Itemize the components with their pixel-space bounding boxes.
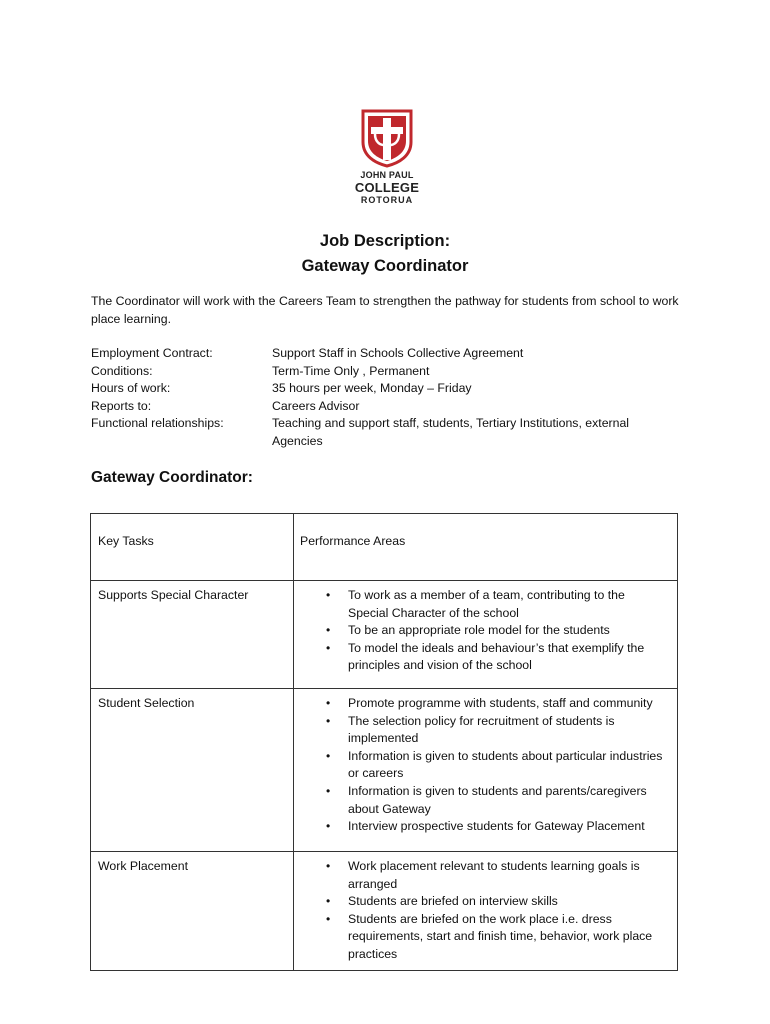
header-key-tasks: Key Tasks bbox=[91, 514, 294, 581]
performance-cell bbox=[294, 581, 678, 689]
detail-row bbox=[91, 345, 691, 363]
table-header-row bbox=[91, 514, 678, 581]
performance-list bbox=[300, 587, 671, 675]
table-row bbox=[91, 852, 678, 971]
detail-row bbox=[91, 363, 691, 381]
list-item: • To be an appropriate role model for the students bbox=[348, 622, 671, 640]
list-item: • Promote programme with students, staff and community bbox=[348, 695, 671, 713]
logo-line-1: JOHN PAUL bbox=[360, 170, 414, 180]
shield-cross-icon bbox=[360, 108, 414, 168]
detail-value: Term-Time Only , Permanent bbox=[272, 363, 430, 378]
list-item: • Students are briefed on interview skills bbox=[348, 893, 671, 911]
performance-list bbox=[300, 695, 671, 836]
detail-label: Functional relationships: bbox=[91, 416, 224, 431]
key-tasks-table bbox=[90, 513, 678, 971]
performance-cell bbox=[294, 852, 678, 971]
table-row bbox=[91, 581, 678, 689]
section-heading: Gateway Coordinator: bbox=[91, 469, 253, 486]
detail-value: Careers Advisor bbox=[272, 398, 360, 413]
detail-row bbox=[91, 398, 691, 416]
detail-label: Conditions: bbox=[91, 363, 153, 378]
task-cell: Work Placement bbox=[91, 852, 294, 971]
header-performance-areas bbox=[294, 514, 678, 581]
college-logo bbox=[349, 108, 425, 205]
performance-cell bbox=[294, 689, 678, 852]
list-item: • Work placement relevant to students learning goals is arranged bbox=[348, 858, 671, 893]
performance-list bbox=[300, 858, 671, 964]
job-details bbox=[91, 345, 691, 451]
table-row bbox=[91, 689, 678, 852]
list-item: • Students are briefed on the work place i.e. dress requirements, start and finish time, behavior, work place practices bbox=[348, 911, 671, 964]
page-subtitle: Gateway Coordinator bbox=[301, 257, 469, 275]
list-item: • Information is given to students about particular industries or careers bbox=[348, 748, 671, 783]
task-cell: Student Selection bbox=[91, 689, 294, 852]
detail-label: Employment Contract: bbox=[91, 346, 213, 360]
detail-value: Support Staff in Schools Collective Agreement bbox=[272, 346, 524, 360]
detail-value: Teaching and support staff, students, Tertiary Institutions, external Agencies bbox=[272, 416, 630, 448]
detail-row bbox=[91, 380, 691, 398]
list-item: • The selection policy for recruitment of students is implemented bbox=[348, 713, 671, 748]
list-item: • Information is given to students and parents/caregivers about Gateway bbox=[348, 783, 671, 818]
task-cell: Supports Special Character bbox=[91, 581, 294, 689]
detail-label: Reports to: bbox=[91, 398, 152, 413]
logo-line-2: COLLEGE bbox=[354, 180, 420, 195]
detail-label: Hours of work: bbox=[91, 381, 171, 396]
list-item: • Interview prospective students for Gateway Placement bbox=[348, 818, 671, 836]
logo-line-3: ROTORUA bbox=[360, 195, 414, 205]
header-performance-label: Performance Areas bbox=[300, 534, 406, 548]
list-item: • To work as a member of a team, contributing to the Special Character of the school bbox=[348, 587, 671, 622]
intro-paragraph: The Coordinator will work with the Careers Team to strengthen the pathway for students from school to work place learning. bbox=[91, 294, 679, 326]
list-item: • To model the ideals and behaviour’s that exemplify the principles and vision of the school bbox=[348, 640, 671, 675]
detail-value: 35 hours per week, Monday – Friday bbox=[272, 381, 472, 396]
detail-row bbox=[91, 415, 691, 450]
page-title: Job Description: bbox=[319, 232, 451, 250]
